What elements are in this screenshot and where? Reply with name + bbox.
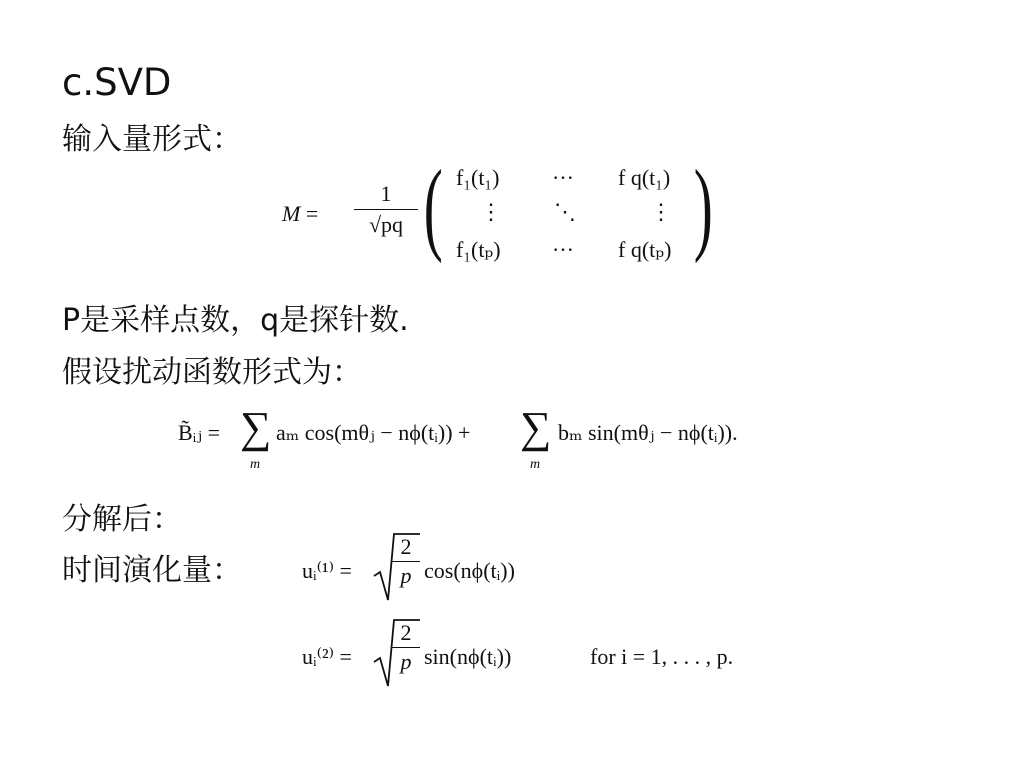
matrix-cell: f₁(tₚ) <box>456 237 501 262</box>
fraction-bar <box>354 209 418 210</box>
pq-description: P是采样点数，q是探针数. <box>62 303 409 338</box>
u1-equation <box>302 532 772 612</box>
perturbation-term-1: aₘ cos(mθⱼ − nϕ(tᵢ)) + <box>276 420 471 445</box>
u2-rhs: sin(nϕ(tᵢ)) <box>424 644 512 669</box>
right-parenthesis: ) <box>693 149 713 264</box>
fraction-numerator: 2 <box>400 620 412 645</box>
sum-symbol: ∑ <box>240 403 272 452</box>
matrix-cell: f q(tₚ) <box>618 237 672 262</box>
u2-condition: for i = 1, . . . , p. <box>590 644 734 669</box>
matrix-cell: ··· <box>552 165 574 190</box>
perturbation-label: 假设扰动函数形式为： <box>62 355 362 390</box>
input-form-label: 输入量形式： <box>62 122 242 157</box>
time-evolution-label: 时间演化量： <box>62 553 242 588</box>
u1-rhs: cos(nϕ(tᵢ)) <box>424 558 515 583</box>
matrix-cell: f₁(t₁) <box>456 165 500 190</box>
fraction-denominator: p <box>400 649 412 674</box>
fraction-denominator: √pq <box>368 212 404 237</box>
fraction-numerator: 2 <box>400 534 412 559</box>
u2-lhs: uᵢ⁽²⁾ = <box>302 644 352 669</box>
sum-index: m <box>530 457 541 472</box>
slide-title: c.SVD <box>62 61 172 104</box>
sum-index: m <box>250 457 261 472</box>
perturbation-equation <box>178 403 788 482</box>
left-parenthesis: ( <box>423 149 443 264</box>
u1-lhs: uᵢ⁽¹⁾ = <box>302 558 352 583</box>
u2-fraction <box>392 622 420 673</box>
fraction-numerator: 1 <box>380 181 392 206</box>
fraction-bar <box>392 647 420 648</box>
matrix-cell: ⋮ <box>480 199 502 224</box>
fraction-denominator: p <box>400 563 412 588</box>
matrix-cell: ⋮ <box>650 199 672 224</box>
after-decomposition-label: 分解后： <box>62 502 182 537</box>
sum-symbol: ∑ <box>520 403 552 452</box>
matrix-cell: ⋱ <box>554 199 576 224</box>
perturbation-lhs: B̃ᵢⱼ = <box>178 420 220 445</box>
matrix-equation <box>282 149 732 273</box>
fraction-bar <box>392 561 420 562</box>
matrix-cell: f q(t₁) <box>618 165 671 190</box>
matrix-cell: ··· <box>552 237 574 262</box>
u2-equation <box>302 618 772 698</box>
matrix-lhs: M = <box>282 201 319 226</box>
u1-fraction <box>392 536 420 587</box>
matrix-fraction <box>354 183 418 236</box>
perturbation-term-2: bₘ sin(mθⱼ − nϕ(tᵢ)). <box>558 420 738 445</box>
